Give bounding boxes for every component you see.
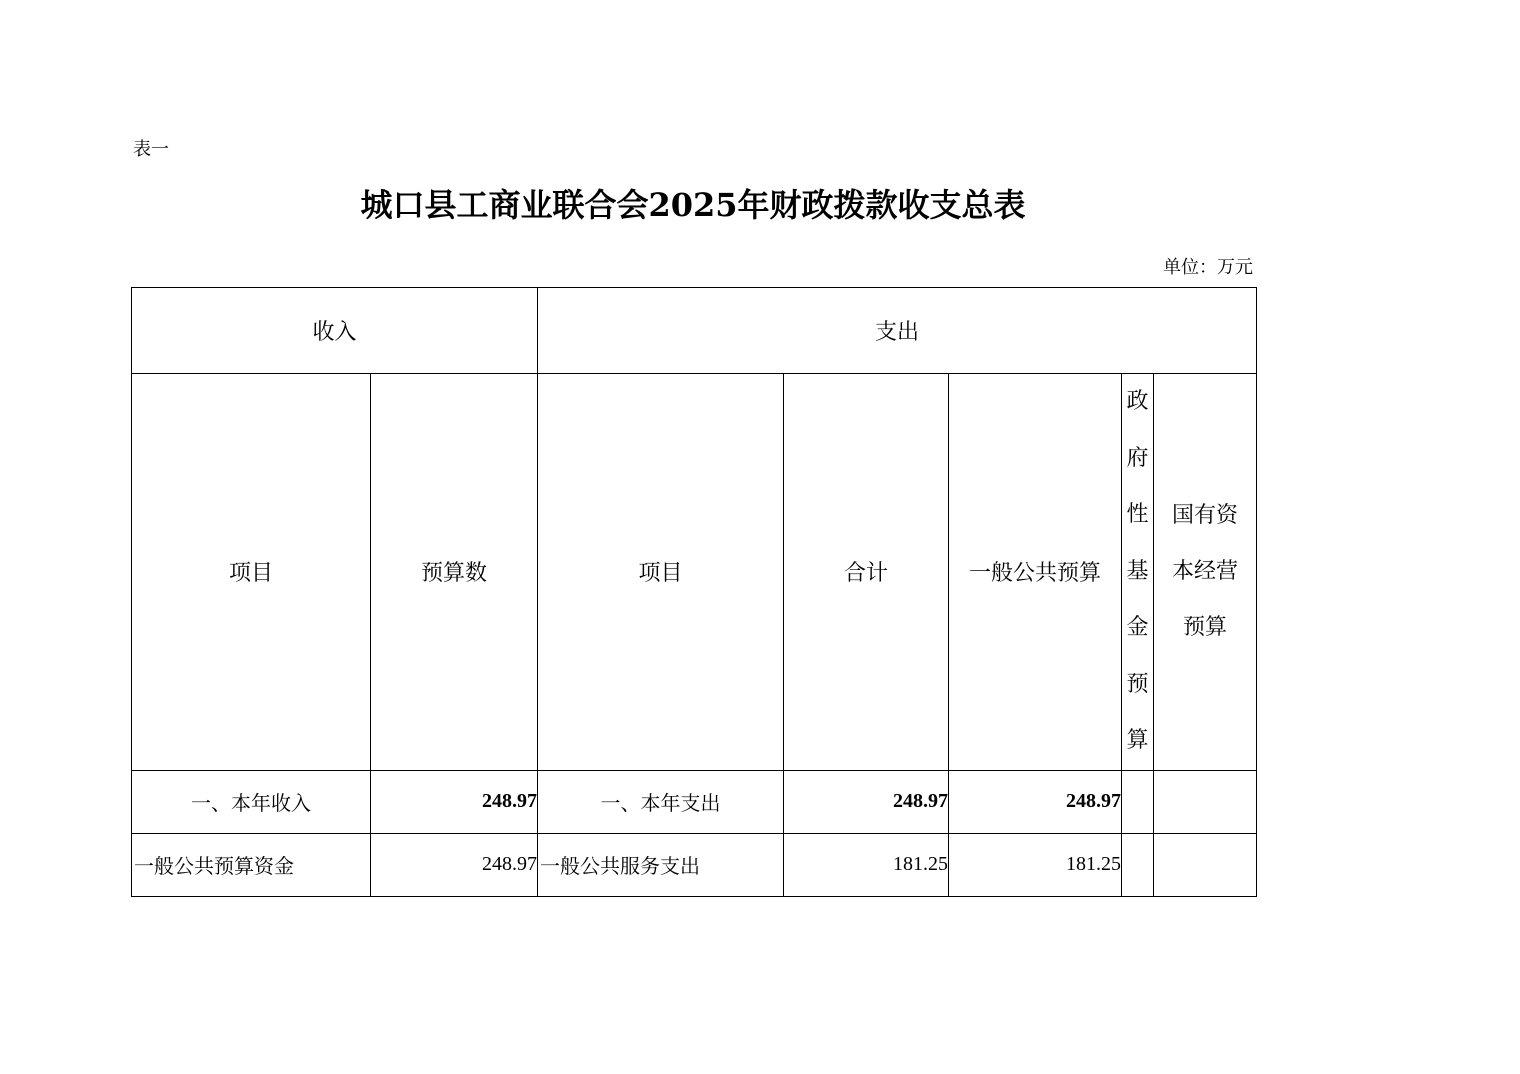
budget-summary-table [131, 287, 1257, 897]
table-row [132, 833, 1257, 896]
general-budget-cell: 248.97 [949, 770, 1122, 833]
general-budget-header: 一般公共预算 [949, 374, 1122, 771]
column-header-row [132, 374, 1257, 771]
income-section-header: 收入 [132, 288, 538, 374]
unit-label: 单位：万元 [1163, 257, 1253, 278]
table-number-label: 表一 [133, 139, 169, 160]
expense-item-header: 项目 [538, 374, 784, 771]
income-budget-header: 预算数 [371, 374, 538, 771]
document-title: 城口县工商业联合会2025年财政拨款收支总表 [360, 186, 1026, 224]
income-item-header: 项目 [132, 374, 371, 771]
section-header-row [132, 288, 1257, 374]
table-row [132, 770, 1257, 833]
total-cell: 248.97 [784, 770, 949, 833]
expense-item-cell: 一般公共服务支出 [538, 833, 784, 896]
gov-fund-budget-cell [1122, 833, 1154, 896]
income-budget-cell: 248.97 [371, 833, 538, 896]
expense-item-cell: 一、本年支出 [538, 770, 784, 833]
general-budget-cell: 181.25 [949, 833, 1122, 896]
income-budget-cell: 248.97 [371, 770, 538, 833]
income-item-cell: 一、本年收入 [132, 770, 371, 833]
total-header: 合计 [784, 374, 949, 771]
state-capital-budget-cell [1154, 833, 1257, 896]
gov-fund-budget-header: 政 府 性 基 金 预 算 [1122, 374, 1154, 771]
gov-fund-budget-cell [1122, 770, 1154, 833]
state-capital-budget-header: 国有资 本经营 预算 [1154, 374, 1257, 771]
total-cell: 181.25 [784, 833, 949, 896]
expense-section-header: 支出 [538, 288, 1257, 374]
state-capital-budget-cell [1154, 770, 1257, 833]
income-item-cell: 一般公共预算资金 [132, 833, 371, 896]
